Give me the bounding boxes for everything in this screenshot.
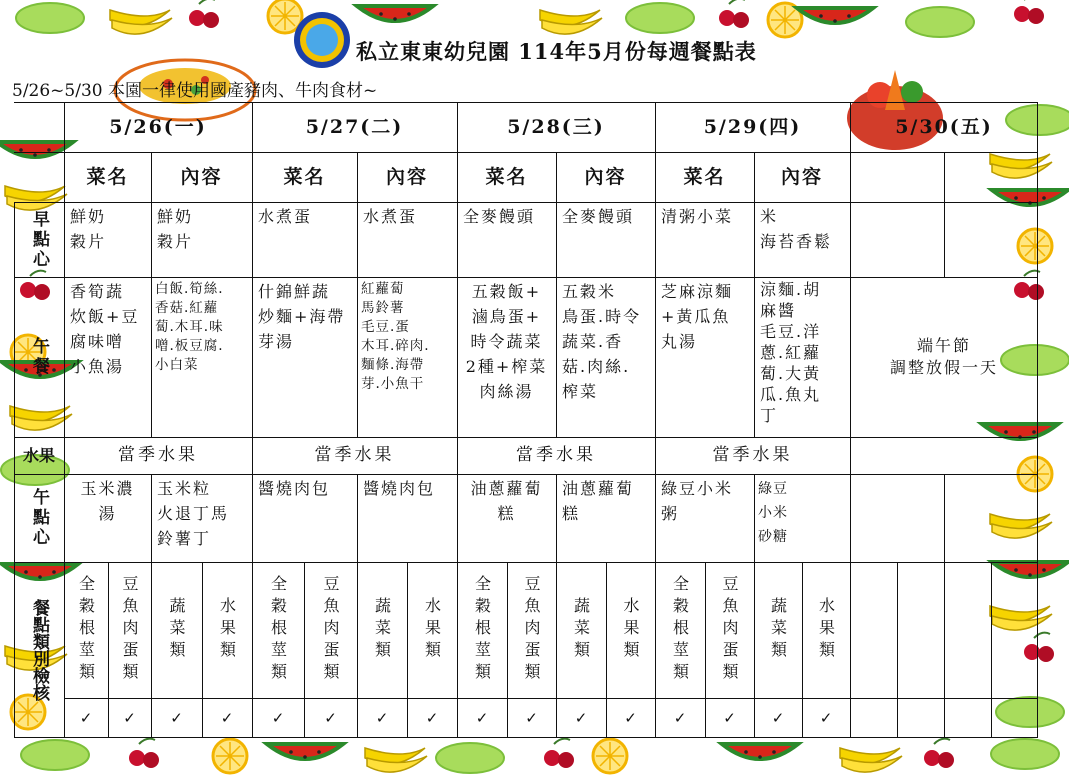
column-label-content: 內容 bbox=[180, 165, 223, 188]
snack-content-wed: 油蔥蘿蔔 糕 bbox=[562, 479, 635, 523]
checkmark: ✓ bbox=[525, 708, 538, 727]
column-label-dish: 菜名 bbox=[485, 165, 528, 188]
fruit-thu: 當季水果 bbox=[712, 445, 793, 465]
grid-line bbox=[14, 152, 1038, 153]
day-header-tue: 5/27(二) bbox=[305, 115, 404, 138]
grid-line bbox=[944, 474, 945, 562]
grid-line bbox=[14, 102, 1038, 103]
breakfast-content-wed: 全麥饅頭 bbox=[562, 207, 635, 226]
category-grain: 全穀根莖類 bbox=[670, 575, 690, 685]
category-fruit: 水果類 bbox=[422, 597, 442, 663]
checkmark: ✓ bbox=[819, 708, 833, 727]
lunch-dish-tue: 什錦鮮蔬 炒麵+海帶 芽湯 bbox=[258, 282, 346, 351]
grid-line bbox=[64, 102, 65, 738]
category-protein: 豆魚肉蛋類 bbox=[522, 575, 541, 685]
column-label-content: 內容 bbox=[385, 165, 428, 188]
column-label-dish: 菜名 bbox=[283, 165, 326, 188]
checkmark: ✓ bbox=[324, 708, 337, 727]
snack-dish-tue: 醬燒肉包 bbox=[258, 479, 331, 498]
checkmark: ✓ bbox=[375, 708, 389, 727]
section-label-lunch: 午餐 bbox=[29, 337, 49, 377]
grid-line bbox=[507, 562, 508, 738]
grid-line bbox=[556, 152, 557, 437]
category-vegetable: 蔬菜類 bbox=[768, 597, 788, 663]
holiday-notice: 端午節 調整放假一天 bbox=[889, 336, 998, 377]
breakfast-content-tue: 水煮蛋 bbox=[363, 207, 418, 226]
grid-line bbox=[705, 562, 706, 738]
grid-line bbox=[14, 277, 1038, 278]
grid-line bbox=[991, 562, 992, 738]
breakfast-dish-thu: 清粥小菜 bbox=[661, 207, 734, 226]
checkmark: ✓ bbox=[79, 708, 93, 727]
category-protein: 豆魚肉蛋類 bbox=[120, 575, 139, 685]
category-protein: 豆魚肉蛋類 bbox=[720, 575, 739, 685]
checkmark: ✓ bbox=[475, 708, 489, 727]
day-header-fri: 5/30(五) bbox=[895, 115, 993, 138]
column-label-content: 內容 bbox=[584, 165, 627, 188]
category-fruit: 水果類 bbox=[621, 597, 640, 663]
grid-line bbox=[754, 474, 755, 738]
checkmark: ✓ bbox=[574, 708, 588, 727]
breakfast-dish-wed: 全麥饅頭 bbox=[463, 207, 536, 226]
grid-line bbox=[64, 698, 1038, 699]
notice-text: 5/26~5/30 本園一律使用國產豬肉、牛肉食材~ bbox=[12, 81, 378, 101]
grid-line bbox=[407, 562, 408, 738]
grid-line bbox=[944, 562, 945, 738]
lunch-content-mon: 白飯.筍絲. 香菇.紅蘿 蔔.木耳.味 噌.板豆腐. 小白菜 bbox=[155, 281, 224, 373]
checkmark: ✓ bbox=[425, 708, 439, 727]
category-grain: 全穀根莖類 bbox=[76, 575, 96, 685]
column-label-dish: 菜名 bbox=[86, 165, 129, 188]
weekly-menu-table bbox=[14, 102, 1038, 738]
grid-line bbox=[202, 562, 203, 738]
snack-content-mon: 玉米粒 火退丁馬 鈴薯丁 bbox=[157, 479, 230, 548]
checkmark: ✓ bbox=[771, 708, 785, 727]
section-label-check: 餐點類別檢核 bbox=[29, 599, 49, 701]
lunch-content-thu: 涼麵.胡 麻醬 毛豆.洋 蔥.紅蘿 蔔.大黃 瓜.魚丸 丁 bbox=[760, 280, 822, 425]
category-grain: 全穀根莖類 bbox=[268, 575, 288, 685]
category-fruit: 水果類 bbox=[816, 597, 836, 663]
grid-line bbox=[151, 474, 152, 738]
grid-line bbox=[357, 474, 358, 738]
grid-line bbox=[606, 562, 607, 738]
snack-dish-wed: 油蔥蘿蔔 糕 bbox=[470, 479, 543, 523]
day-header-wed: 5/28(三) bbox=[507, 115, 605, 138]
checkmark: ✓ bbox=[723, 708, 736, 727]
grid-line bbox=[108, 562, 109, 738]
grid-line bbox=[655, 102, 656, 738]
checkmark: ✓ bbox=[271, 708, 285, 727]
grid-line bbox=[14, 474, 1038, 475]
grid-line bbox=[1037, 102, 1038, 738]
column-label-content: 內容 bbox=[780, 165, 823, 188]
snack-content-thu: 綠豆 小米 砂糖 bbox=[758, 481, 788, 545]
category-protein: 豆魚肉蛋類 bbox=[321, 575, 340, 685]
grid-line bbox=[151, 152, 152, 437]
grid-line bbox=[252, 102, 253, 738]
grid-line bbox=[457, 102, 458, 738]
grid-line bbox=[897, 562, 898, 738]
lunch-dish-wed: 五穀飯+ 滷鳥蛋+ 時令蔬菜 2種+榨菜 肉絲湯 bbox=[465, 282, 548, 401]
lunch-content-wed: 五穀米 鳥蛋.時令 蔬菜.香 菇.肉絲. 榨菜 bbox=[562, 282, 642, 401]
grid-line bbox=[304, 562, 305, 738]
checkmark: ✓ bbox=[673, 708, 687, 727]
checkmark: ✓ bbox=[170, 708, 183, 727]
day-header-mon: 5/26(一) bbox=[109, 115, 207, 138]
grid-line bbox=[14, 562, 1038, 563]
grid-line bbox=[556, 474, 557, 738]
grid-line bbox=[357, 152, 358, 437]
category-fruit: 水果類 bbox=[217, 597, 237, 663]
breakfast-content-mon: 鮮奶 穀片 bbox=[157, 207, 194, 251]
breakfast-dish-mon: 鮮奶 穀片 bbox=[70, 207, 107, 251]
grid-line bbox=[944, 152, 945, 277]
fruit-wed: 當季水果 bbox=[516, 445, 596, 465]
section-label-breakfast: 早點心 bbox=[29, 209, 49, 270]
lunch-dish-mon: 香筍蔬 炊飯+豆 腐味噌 小魚湯 bbox=[70, 282, 140, 376]
category-grain: 全穀根莖類 bbox=[472, 575, 492, 685]
snack-dish-thu: 綠豆小米 粥 bbox=[661, 479, 734, 523]
day-header-thu: 5/29(四) bbox=[703, 115, 802, 138]
checkmark: ✓ bbox=[624, 708, 637, 727]
lunch-content-tue: 紅蘿蔔 馬鈴薯 毛豆.蛋 木耳.碎肉. 麵條.海帶 芽.小魚干 bbox=[361, 281, 430, 392]
section-label-fruit: 水果 bbox=[22, 446, 55, 465]
breakfast-dish-tue: 水煮蛋 bbox=[258, 207, 313, 226]
grid-line bbox=[14, 437, 1038, 438]
section-label-snack: 午點心 bbox=[29, 488, 49, 548]
checkmark: ✓ bbox=[123, 708, 136, 727]
grid-line bbox=[754, 152, 755, 437]
grid-line bbox=[14, 202, 1038, 203]
column-label-dish: 菜名 bbox=[683, 165, 726, 188]
breakfast-content-thu: 米 海苔香鬆 bbox=[760, 207, 833, 251]
category-vegetable: 蔬菜類 bbox=[372, 597, 392, 663]
grid-line bbox=[802, 562, 803, 738]
lunch-dish-thu: 芝麻涼麵 +黃瓜魚 丸湯 bbox=[661, 282, 734, 351]
grid-line bbox=[14, 202, 15, 738]
category-vegetable: 蔬菜類 bbox=[571, 597, 591, 663]
snack-dish-mon: 玉米濃 湯 bbox=[80, 479, 135, 523]
fruit-mon: 當季水果 bbox=[118, 445, 198, 465]
snack-content-tue: 醬燒肉包 bbox=[363, 479, 436, 498]
checkmark: ✓ bbox=[220, 708, 234, 727]
category-vegetable: 蔬菜類 bbox=[167, 597, 186, 663]
grid-line bbox=[850, 102, 851, 738]
grid-line bbox=[14, 737, 1038, 738]
page-title: 私立東東幼兒園 114年5月份每週餐點表 bbox=[356, 39, 757, 64]
fruit-tue: 當季水果 bbox=[314, 445, 395, 465]
